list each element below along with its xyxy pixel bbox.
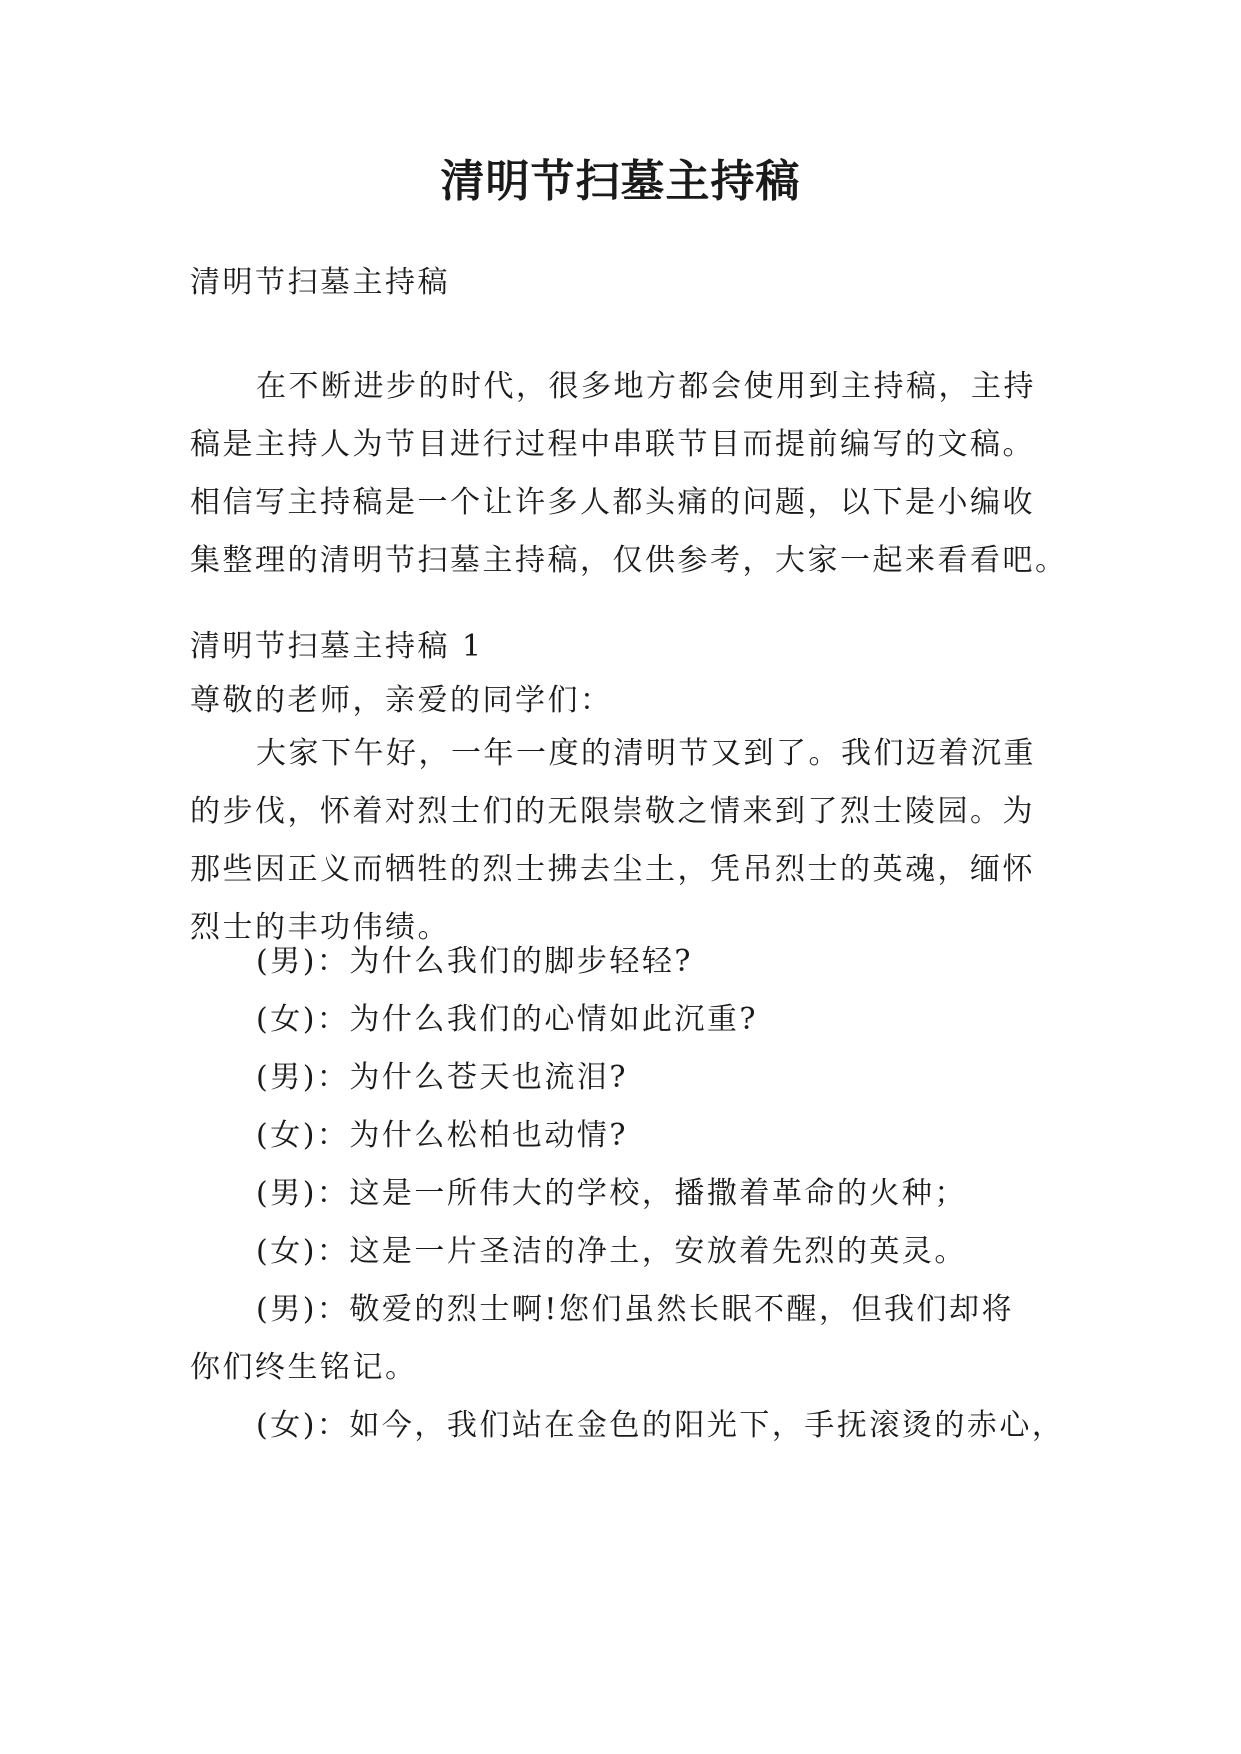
dialogue-line: (男)：为什么苍天也流泪? bbox=[256, 1060, 628, 1095]
intro-line: 稿是主持人为节目进行过程中串联节目而提前编写的文稿。 bbox=[190, 427, 1035, 462]
body-line: 的步伐，怀着对烈士们的无限崇敬之情来到了烈士陵园。为 bbox=[190, 794, 1035, 829]
intro-line: 相信写主持稿是一个让许多人都头痛的问题，以下是小编收 bbox=[190, 485, 1035, 520]
subtitle-line: 清明节扫墓主持稿 bbox=[190, 265, 450, 300]
dialogue-line: 你们终生铭记。 bbox=[190, 1350, 418, 1385]
body-line: 那些因正义而牺牲的烈士拂去尘土，凭吊烈士的英魂，缅怀 bbox=[190, 852, 1035, 887]
greeting bbox=[190, 672, 1060, 730]
document-subtitle bbox=[190, 254, 1060, 312]
section-heading bbox=[190, 618, 1060, 676]
body-paragraph bbox=[190, 725, 1060, 957]
body-line: 烈士的丰功伟绩。 bbox=[190, 910, 450, 945]
body-line: 大家下午好，一年一度的清明节又到了。我们迈着沉重 bbox=[256, 736, 1036, 771]
intro-line: 集整理的清明节扫墓主持稿，仅供参考，大家一起来看看吧。 bbox=[190, 543, 1068, 578]
dialogue-line: (女)：为什么松柏也动情? bbox=[256, 1118, 628, 1153]
dialogue-line: (男)：敬爱的烈士啊!您们虽然长眠不醒，但我们却将 bbox=[256, 1292, 1014, 1327]
section-heading-text: 清明节扫墓主持稿 1 bbox=[190, 629, 484, 664]
dialogue-line: (女)：为什么我们的心情如此沉重? bbox=[256, 1002, 758, 1037]
intro-line: 在不断进步的时代，很多地方都会使用到主持稿，主持 bbox=[256, 369, 1036, 404]
dialogue-line: (男)：这是一所伟大的学校，播撒着革命的火种； bbox=[256, 1176, 967, 1211]
greeting-text: 尊敬的老师，亲爱的同学们： bbox=[190, 683, 613, 718]
dialogue-line: (女)：这是一片圣洁的净土，安放着先烈的英灵。 bbox=[256, 1234, 967, 1269]
dialogue-block bbox=[190, 933, 1065, 1455]
dialogue-line: (男)：为什么我们的脚步轻轻? bbox=[256, 944, 693, 979]
dialogue-line: (女)：如今，我们站在金色的阳光下，手抚滚烫的赤心， bbox=[256, 1408, 1065, 1443]
document-title: 清明节扫墓主持稿 bbox=[440, 156, 801, 207]
intro-paragraph bbox=[190, 358, 1068, 590]
